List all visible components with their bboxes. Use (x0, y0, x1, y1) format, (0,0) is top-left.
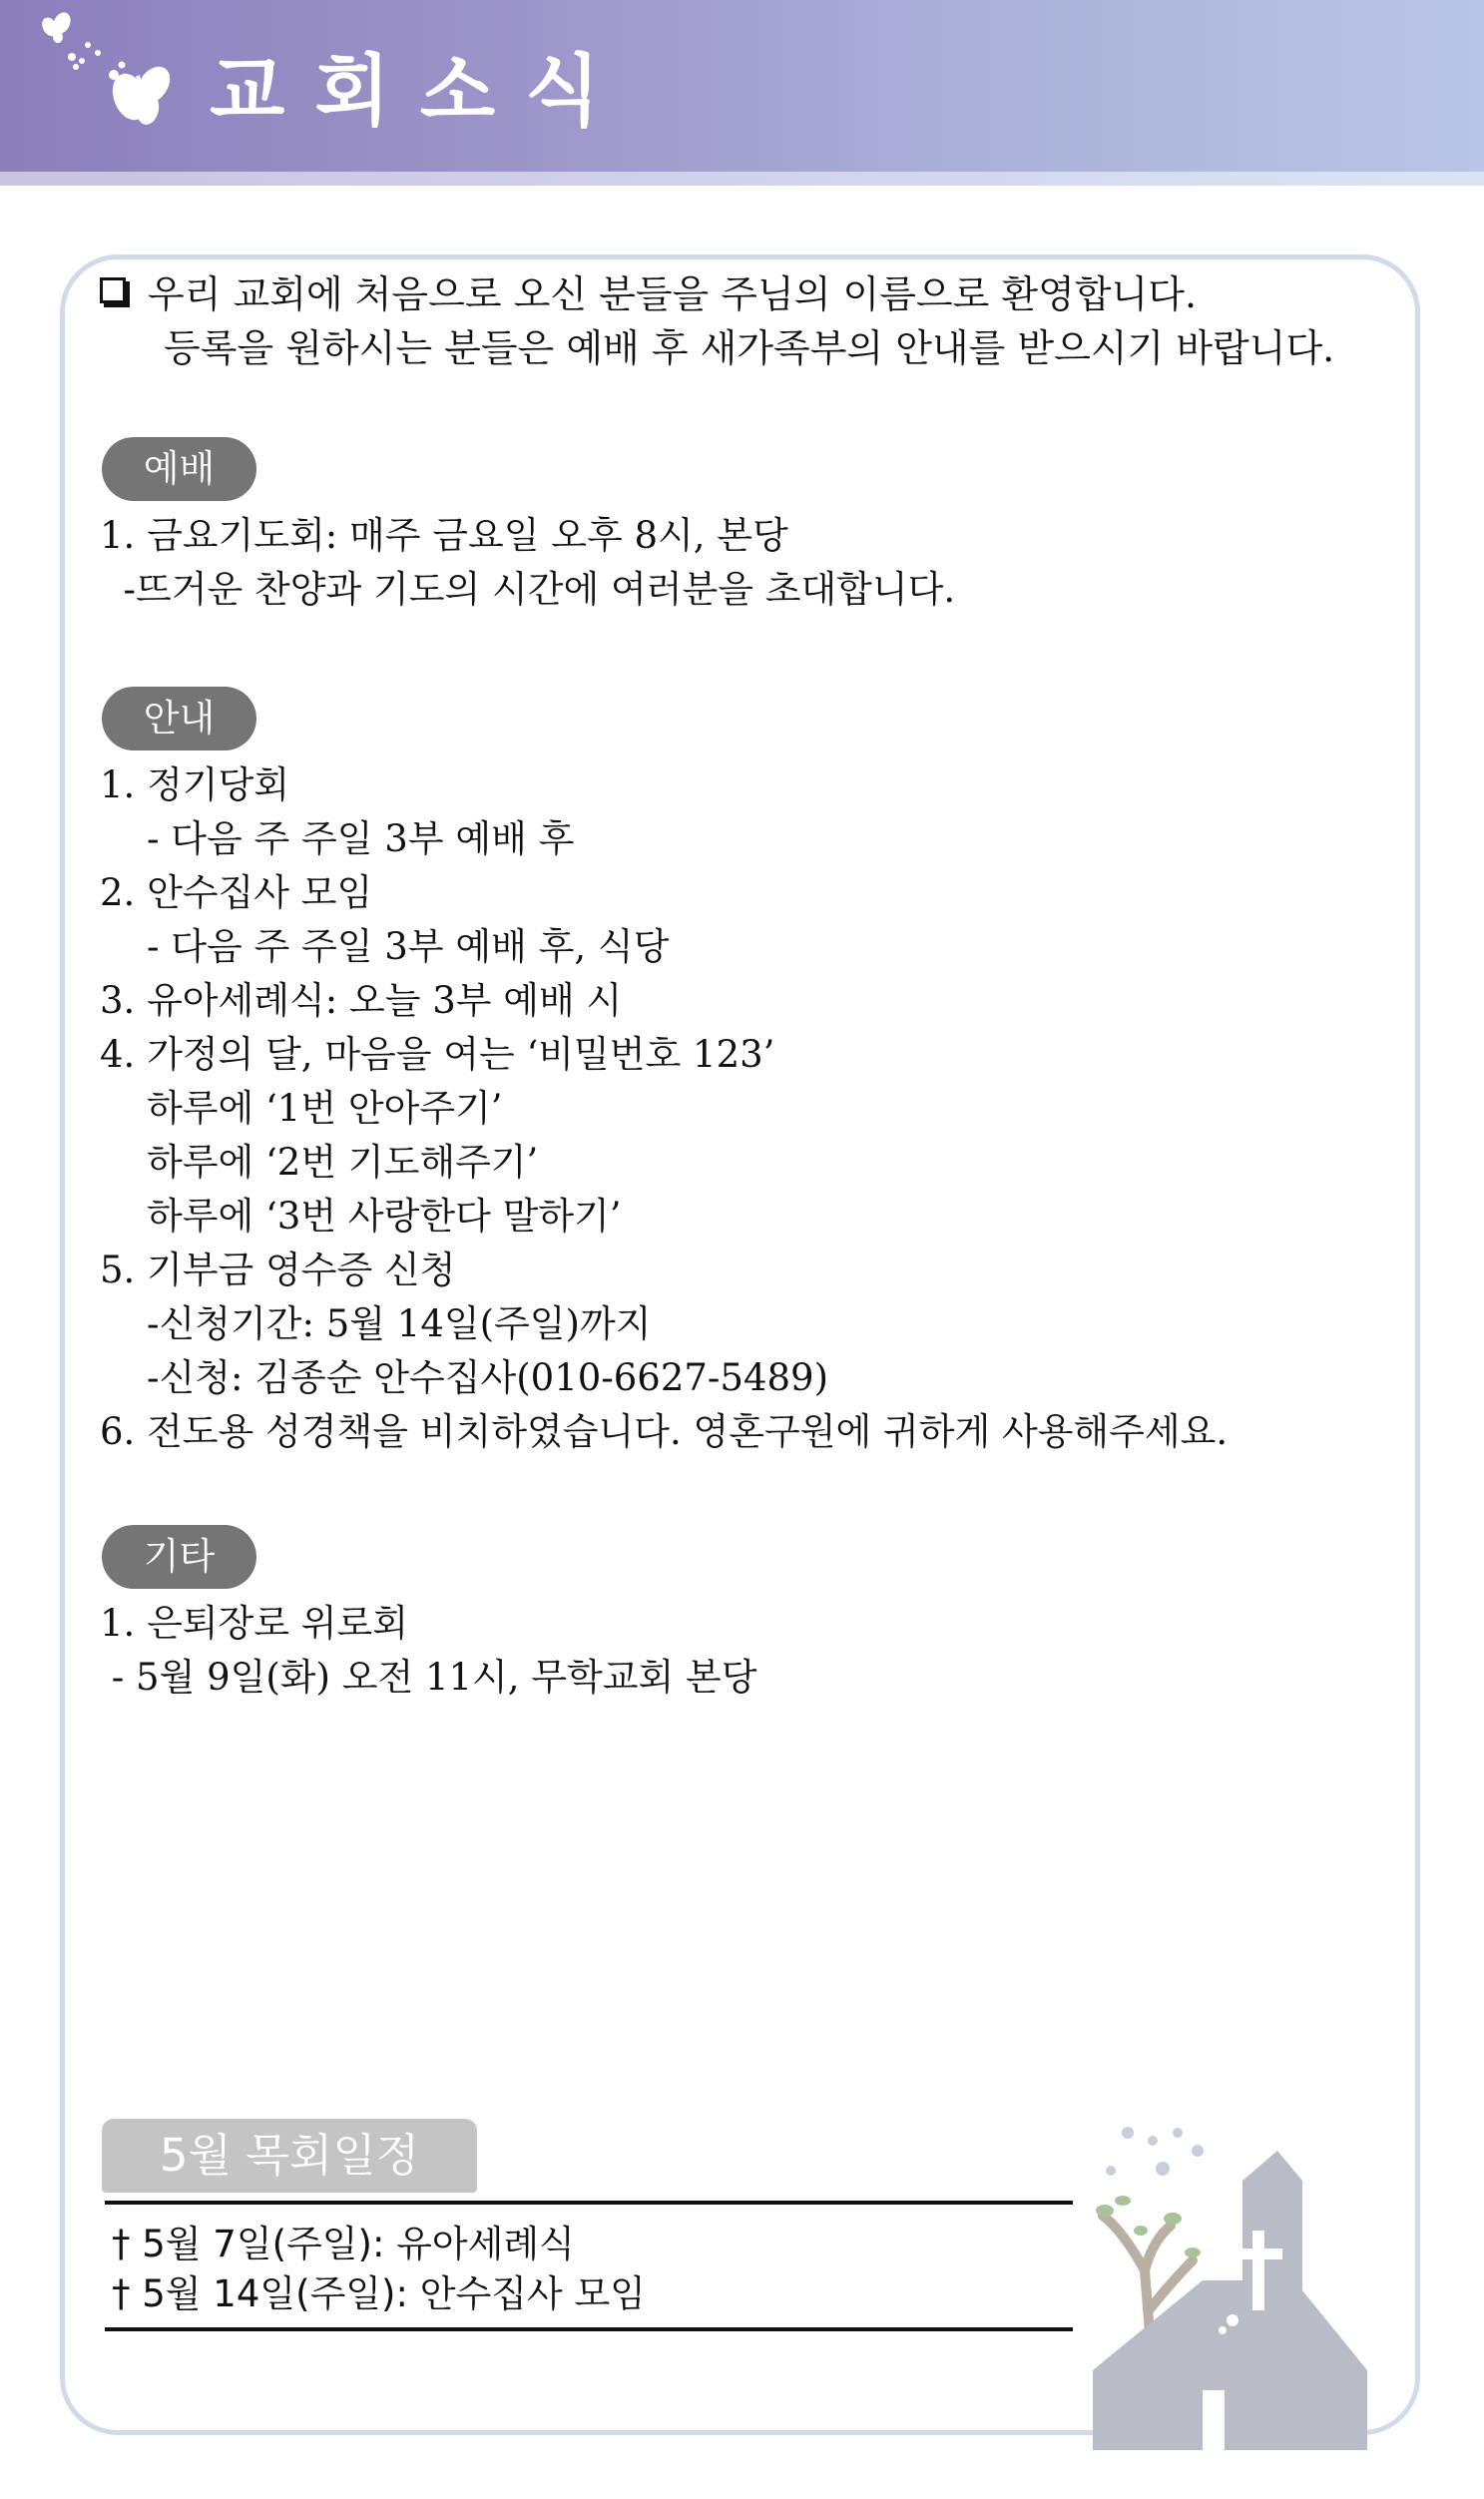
welcome-line-2: 등록을 원하시는 분들은 예배 후 새가족부의 안내를 받으시기 바랍니다. (164, 326, 1335, 370)
section-label-worship: 예배 (102, 437, 256, 501)
list-item: 하루에 ‘3번 사랑한다 말하기’ (100, 1195, 622, 1238)
list-item: 하루에 ‘2번 기도해주기’ (100, 1141, 539, 1184)
list-item: 2. 안수집사 모임 (100, 871, 373, 914)
list-item: 6. 전도용 성경책을 비치하였습니다. 영혼구원에 귀하게 사용해주세요. (100, 1410, 1229, 1453)
schedule-title: 5월 목회일정 (102, 2119, 477, 2193)
list-item: 1. 금요기도회: 매주 금요일 오후 8시, 본당 (100, 514, 788, 557)
etc-section (100, 1597, 1397, 1705)
welcome-message (100, 267, 1417, 375)
schedule-item: † 5월 7일(주일): 유아세례식 (112, 2223, 575, 2265)
checkbox-bullet-icon (100, 277, 126, 303)
schedule-list (112, 2220, 1070, 2319)
list-item: 5. 기부금 영수증 신청 (100, 1249, 456, 1291)
header-banner (0, 0, 1484, 172)
list-item: 4. 가정의 달, 마음을 여는 ‘비밀번호 123’ (100, 1033, 775, 1076)
list-item: - 다음 주 주일 3부 예배 후 (100, 817, 575, 860)
schedule-item: † 5월 14일(주일): 안수집사 모임 (112, 2272, 646, 2315)
list-item: 1. 정기당회 (100, 763, 290, 806)
church-illustration-icon (1083, 2121, 1392, 2450)
section-label-notice: 안내 (102, 687, 256, 750)
list-item: -신청: 김종순 안수집사(010-6627-5489) (100, 1356, 829, 1399)
header-divider (0, 172, 1484, 186)
list-item: - 5월 9일(화) 오전 11시, 무학교회 본당 (100, 1656, 757, 1699)
list-item: 3. 유아세례식: 오늘 3부 예배 시 (100, 979, 623, 1022)
page-title: 교회소식 (210, 47, 631, 137)
schedule-bottom-rule (105, 2327, 1073, 2331)
schedule-top-rule (105, 2201, 1073, 2205)
welcome-line-1: 우리 교회에 처음으로 오신 분들을 주님의 이름으로 환영합니다. (148, 272, 1198, 316)
list-item: -뜨거운 찬양과 기도의 시간에 여러분을 초대합니다. (100, 568, 956, 611)
list-item: 하루에 ‘1번 안아주기’ (100, 1087, 503, 1130)
notice-section (100, 758, 1397, 1459)
butterfly-icon (30, 5, 210, 140)
list-item: 1. 은퇴장로 위로회 (100, 1602, 409, 1645)
list-item: -신청기간: 5월 14일(주일)까지 (100, 1302, 652, 1345)
section-label-etc: 기타 (102, 1525, 256, 1589)
list-item: - 다음 주 주일 3부 예배 후, 식당 (100, 925, 670, 968)
worship-section (100, 509, 1397, 617)
